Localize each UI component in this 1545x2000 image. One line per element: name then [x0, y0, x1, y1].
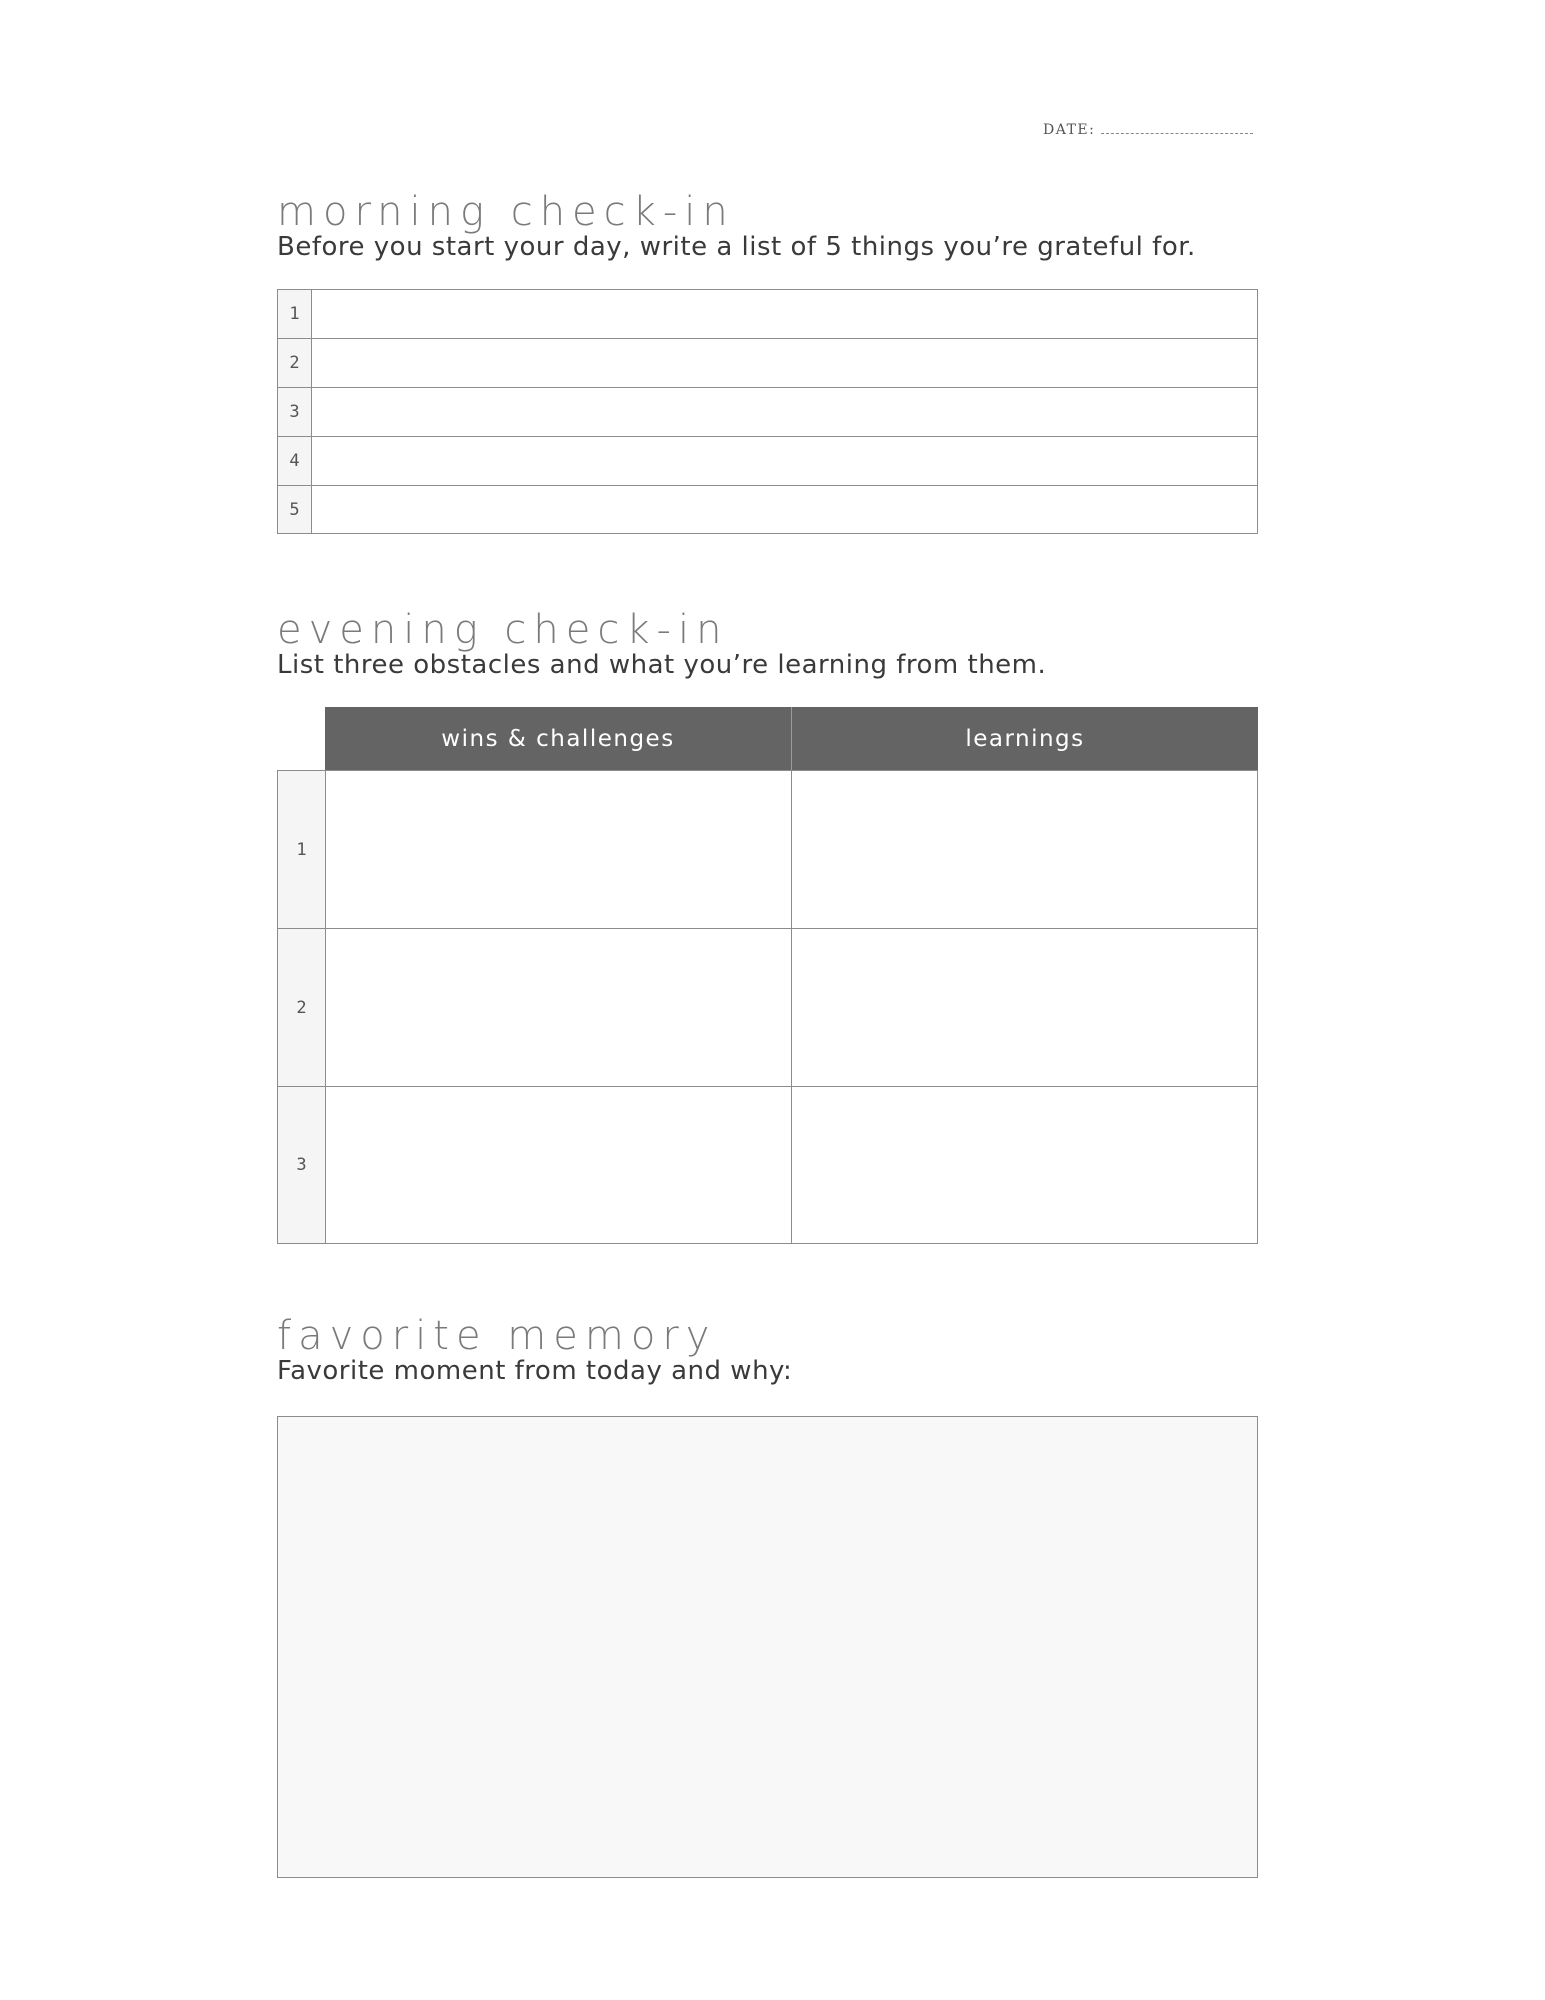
gratitude-entry[interactable] [312, 437, 1257, 485]
gratitude-row [278, 437, 1257, 486]
gratitude-row [278, 388, 1257, 437]
column-header-learnings: learnings [791, 707, 1258, 770]
gratitude-row [278, 486, 1257, 533]
row-number: 2 [278, 929, 326, 1086]
obstacle-row [278, 1087, 1257, 1243]
memory-entry-box[interactable] [277, 1416, 1258, 1878]
row-number: 1 [278, 290, 312, 338]
learnings-entry[interactable] [791, 1087, 1257, 1243]
wins-entry[interactable] [326, 929, 791, 1086]
morning-subtitle: Before you start your day, write a list of 5 things you’re grateful for. [277, 232, 1196, 262]
gratitude-entry[interactable] [312, 388, 1257, 436]
row-number: 2 [278, 339, 312, 387]
gratitude-entry[interactable] [312, 339, 1257, 387]
gratitude-row [278, 290, 1257, 339]
learnings-entry[interactable] [791, 771, 1257, 928]
gratitude-row [278, 339, 1257, 388]
date-blank-line[interactable] [1101, 132, 1253, 134]
date-label: DATE: [1043, 122, 1096, 138]
memory-subtitle: Favorite moment from today and why: [277, 1356, 793, 1386]
gratitude-entry[interactable] [312, 486, 1257, 533]
wins-entry[interactable] [326, 1087, 791, 1243]
obstacles-table [277, 707, 1258, 1244]
gratitude-table [277, 289, 1258, 534]
morning-title: morning check-in [277, 189, 735, 235]
row-number: 1 [278, 771, 326, 928]
row-number: 5 [278, 486, 312, 533]
row-number: 4 [278, 437, 312, 485]
obstacle-row [278, 929, 1257, 1087]
wins-entry[interactable] [326, 771, 791, 928]
gratitude-entry[interactable] [312, 290, 1257, 338]
row-number: 3 [278, 1087, 326, 1243]
obstacles-table-body [277, 770, 1258, 1244]
learnings-entry[interactable] [791, 929, 1257, 1086]
date-field [1043, 118, 1253, 138]
evening-title: evening check-in [277, 607, 729, 653]
obstacle-row [278, 771, 1257, 929]
row-number: 3 [278, 388, 312, 436]
evening-subtitle: List three obstacles and what you’re learning from them. [277, 650, 1047, 680]
column-header-wins: wins & challenges [325, 707, 791, 770]
memory-title: favorite memory [277, 1313, 717, 1359]
obstacles-table-header [325, 707, 1258, 770]
